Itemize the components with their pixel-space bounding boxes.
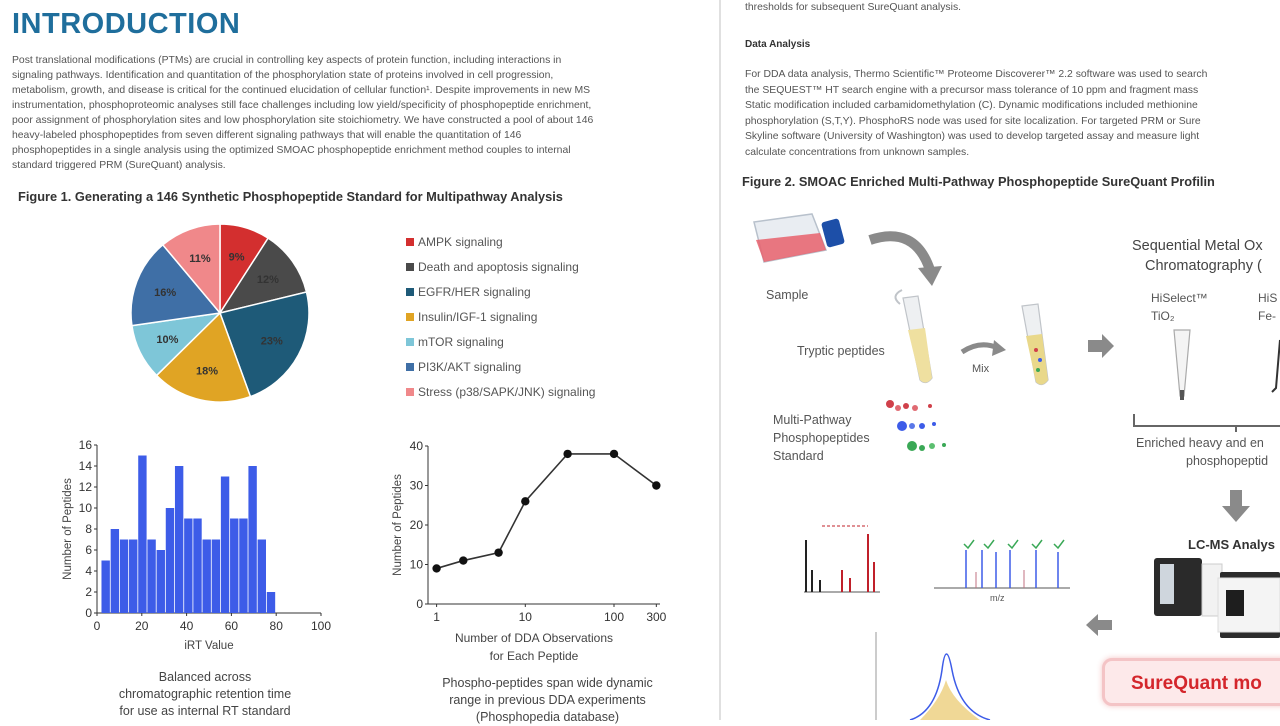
tube-icon — [1022, 304, 1048, 385]
methods-text-top: thresholds for subsequent SureQuant analysis. — [745, 2, 962, 13]
histogram-bar — [111, 529, 119, 613]
histogram-bar — [129, 540, 137, 614]
x-tick-label: 0 — [93, 619, 101, 633]
histogram-bar — [230, 519, 238, 614]
y-tick-label: 4 — [85, 564, 92, 578]
surequant-label: SureQuant mo — [1131, 673, 1262, 694]
legend-label: Death and apoptosis signaling — [418, 259, 579, 274]
y-tick-label: 10 — [78, 501, 92, 515]
y-tick-label: 2 — [85, 585, 92, 599]
legend-label: PI3K/AKT signaling — [418, 359, 522, 374]
histogram-bar — [157, 550, 165, 613]
x-axis-label: iRT Value — [184, 640, 234, 652]
histogram-bar — [193, 519, 201, 614]
lc-ms-instrument-icon — [1154, 558, 1280, 638]
intro-line: poor assignment of phosphorylation sites and low phosphorylation site stoichiometry. We have constructed a pool of about 146 — [12, 115, 594, 126]
histogram-bar — [184, 519, 192, 614]
chromatogram-chart — [876, 632, 990, 720]
histogram-bar — [203, 540, 211, 614]
block-arrow-icon — [1088, 334, 1114, 358]
y-tick-label: 6 — [85, 543, 92, 557]
x-tick-label: 100 — [603, 610, 625, 624]
smoac-title — [1132, 236, 1263, 276]
y-axis-label: Number of Peptides — [392, 474, 404, 576]
x-tick-label: 60 — [224, 619, 239, 633]
pie-slice-label: 23% — [260, 335, 283, 348]
standard-label — [773, 411, 870, 465]
y-tick-label: 10 — [409, 557, 423, 572]
y-axis-label: Number of Peptides — [62, 478, 74, 580]
histogram-bar — [212, 540, 220, 614]
legend-label: EGFR/HER signaling — [418, 284, 531, 299]
caption-line: (Phosphopedia database) — [475, 710, 620, 724]
histogram-bar — [147, 540, 155, 614]
dda-line-chart — [385, 432, 685, 672]
mix-arrow-icon — [962, 345, 998, 352]
data-analysis-line: For DDA data analysis, Thermo Scientific™ Proteome Discoverer™ 2.2 software was used to search — [745, 69, 1208, 80]
x-tick-label: 1 — [433, 610, 440, 624]
tio2-label — [1151, 289, 1208, 325]
standard-label-line: Multi-Pathway — [773, 413, 852, 427]
tio2-label-line: HiSelect™ — [1151, 291, 1208, 305]
standard-label-line: Standard — [773, 449, 824, 463]
enriched-label — [1136, 434, 1268, 470]
x-tick-label: 300 — [646, 610, 667, 624]
data-analysis-paragraph — [745, 67, 1207, 160]
histogram-caption — [85, 669, 325, 720]
data-analysis-heading: Data Analysis — [745, 39, 811, 50]
legend-label: AMPK signaling — [418, 234, 503, 249]
x-tick-label: 80 — [269, 619, 283, 633]
line-chart-caption — [405, 675, 690, 726]
bracket — [1134, 414, 1280, 432]
enriched-label-line: Enriched heavy and en — [1136, 436, 1264, 450]
pie-slice-label: 16% — [154, 287, 177, 300]
y-tick-label: 12 — [78, 480, 92, 494]
y-tick-label: 30 — [409, 478, 423, 493]
phosphopeptide-standard-icon — [886, 400, 946, 451]
intro-line: instrumentation, phosphoproteomic analyses still face challenges including low yield/specificity of phosphopeptide enrichment, — [12, 100, 592, 111]
fe-label-line: Fe- — [1258, 309, 1276, 323]
caption-line: for use as internal RT standard — [119, 704, 291, 718]
legend-swatch — [406, 238, 414, 246]
smoac-title-line: Sequential Metal Ox — [1132, 238, 1263, 254]
histogram-bar — [101, 561, 109, 614]
histogram-bar — [267, 592, 275, 613]
histogram-bar — [175, 466, 183, 613]
y-tick-label: 20 — [409, 518, 423, 532]
pie-slice-label: 11% — [189, 252, 211, 265]
data-point — [652, 481, 660, 489]
legend-item — [406, 354, 595, 379]
pie-slice-label: 18% — [196, 365, 219, 378]
legend-swatch — [406, 313, 414, 321]
introduction-paragraph — [12, 53, 712, 173]
data-point — [610, 450, 618, 458]
surequant-mode-badge — [1102, 658, 1280, 706]
legend-item — [406, 229, 595, 254]
intro-line: heavy-labeled phosphopeptides from seven different signaling pathways that will enable the quantitation of 146 — [12, 130, 522, 141]
legend-swatch — [406, 338, 414, 346]
intro-line: standard triggered PRM (SureQuant) analysis. — [12, 160, 226, 171]
pie-slice-label: 9% — [228, 251, 245, 264]
mix-label: Mix — [972, 363, 990, 375]
standard-label-line: Phosphopeptides — [773, 431, 870, 445]
tio2-tip-icon — [1174, 330, 1190, 400]
page-divider — [719, 0, 721, 720]
y-tick-label: 8 — [85, 522, 92, 536]
intro-line: Post translational modifications (PTMs) are crucial in controlling key aspects of protein function, including interactions in — [12, 55, 562, 66]
intro-line: signaling pathways. Identification and quantitation of the phosphorylation state of proteins involved in cell progression, — [12, 70, 554, 81]
histogram-bar — [120, 540, 128, 614]
data-analysis-line: calculate concentrations from unknown samples. — [745, 146, 970, 158]
y-tick-label: 40 — [409, 439, 423, 453]
intro-line: metabolism, growth, and disease is critical for the continued elucidation of cellular function¹. Despite improvements in new MS — [12, 85, 591, 96]
legend-item — [406, 379, 595, 404]
figure1-title: Figure 1. Generating a 146 Synthetic Phosphopeptide Standard for Multipathway Analysis — [18, 189, 563, 204]
series-line — [437, 454, 657, 569]
x-axis-label: Number of DDA Observations — [454, 631, 614, 645]
caption-line: chromatographic retention time — [118, 687, 292, 701]
curved-arrow-icon — [870, 236, 930, 270]
caption-line: range in previous DDA experiments — [449, 693, 646, 707]
intro-line: phosphopeptides in a single analysis using the optimized SMOAC phosphopeptide enrichment method couples to internal — [12, 145, 571, 156]
histogram-bar — [138, 456, 146, 614]
pie-chart — [125, 222, 315, 408]
legend-item — [406, 279, 595, 304]
y-tick-label: 14 — [78, 459, 92, 473]
pie-legend — [406, 229, 595, 404]
left-arrow-icon — [1086, 614, 1112, 636]
data-point — [563, 450, 571, 458]
caption-line: Phospho-peptides span wide dynamic — [442, 676, 653, 690]
histogram-bar — [221, 477, 229, 614]
legend-swatch — [406, 388, 414, 396]
caption-line: Balanced across — [158, 670, 252, 684]
data-point — [459, 556, 467, 564]
data-analysis-line: phosphorylation (S,T,Y). PhosphoRS node was used for site localization. For targeted PRM or Sure — [745, 115, 1201, 127]
irt-histogram — [55, 432, 355, 664]
lcms-label: LC-MS Analys — [1188, 537, 1275, 552]
data-point — [521, 497, 529, 505]
down-arrow-icon — [1222, 490, 1250, 522]
legend-item — [406, 254, 595, 279]
pie-slice-label: 10% — [156, 334, 179, 347]
x-tick-label: 10 — [518, 610, 532, 624]
data-point — [494, 548, 502, 556]
histogram-bar — [166, 508, 174, 613]
x-tick-label: 100 — [310, 619, 332, 633]
data-point — [432, 564, 440, 572]
legend-label: Stress (p38/SAPK/JNK) signaling — [418, 384, 596, 399]
fe-label — [1258, 289, 1277, 325]
x-axis-label: for Each Peptide — [489, 649, 579, 663]
data-analysis-line: the SEQUEST™ HT search engine with a precursor mass tolerance of 10 ppm and fragment mass — [745, 84, 1199, 96]
legend-swatch — [406, 288, 414, 296]
arrowhead-icon — [992, 340, 1006, 356]
enriched-label-line: phosphopeptid — [1186, 454, 1269, 468]
sample-label: Sample — [766, 288, 809, 302]
x-tick-label: 20 — [135, 619, 149, 633]
tio2-label-line: TiO₂ — [1151, 309, 1175, 323]
histogram-bar — [239, 519, 247, 614]
mz-axis-label: m/z — [990, 593, 1005, 603]
legend-swatch — [406, 363, 414, 371]
fe-tip-icon — [1272, 340, 1280, 392]
introduction-heading: INTRODUCTION — [12, 8, 241, 40]
y-tick-label: 0 — [416, 597, 423, 611]
smoac-title-line: Chromatography ( — [1145, 258, 1262, 274]
x-tick-label: 40 — [179, 619, 194, 633]
legend-label: mTOR signaling — [418, 334, 504, 349]
arrowhead-icon — [918, 266, 942, 286]
histogram-bar — [248, 466, 256, 613]
histogram-bar — [258, 540, 266, 614]
pie-slice-label: 12% — [256, 273, 279, 286]
product-ion-spectrum-chart — [934, 540, 1070, 588]
y-tick-label: 0 — [85, 606, 92, 620]
legend-label: Insulin/IGF-1 signaling — [418, 309, 538, 324]
y-tick-label: 16 — [78, 438, 92, 452]
ms-spectrum-chart — [804, 526, 880, 592]
fe-label-line: HiS — [1258, 291, 1278, 305]
legend-item — [406, 329, 595, 354]
tube-icon — [895, 290, 932, 383]
data-analysis-line: Static modification included carbamidomethylation (C). Dynamic modifications included methionine — [745, 100, 1198, 111]
legend-swatch — [406, 263, 414, 271]
figure2-title: Figure 2. SMOAC Enriched Multi-Pathway Phosphopeptide SureQuant Profilin — [742, 174, 1215, 189]
cell-culture-flask-icon — [754, 214, 845, 262]
tryptic-peptides-label: Tryptic peptides — [797, 344, 885, 358]
data-analysis-line: Skyline software (University of Washington) was used to develop targeted assay and measure light — [745, 131, 1200, 142]
legend-item — [406, 304, 595, 329]
